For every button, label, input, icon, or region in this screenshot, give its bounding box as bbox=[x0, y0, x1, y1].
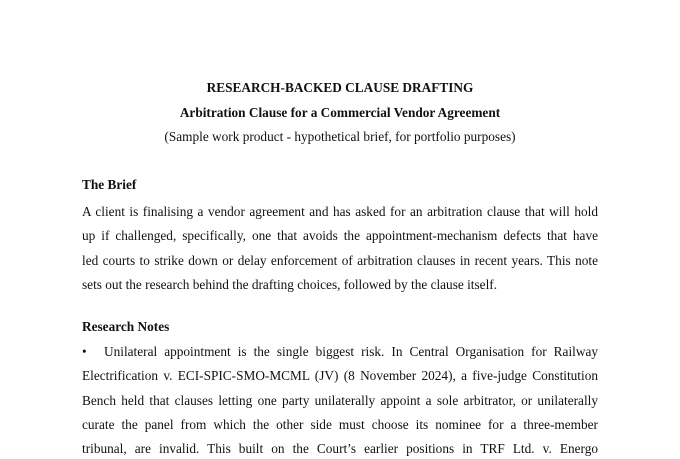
brief-line: led courts to strike down or delay enforcement of arbitration clauses in recent years. This note bbox=[82, 252, 598, 268]
brief-line: A client is finalising a vendor agreement and has asked for an arbitration clause that will hold bbox=[82, 204, 598, 219]
brief-line: up if challenged, specifically, one that avoids the appointment-mechanism defects that have bbox=[82, 228, 598, 244]
brief-heading: The Brief bbox=[82, 177, 137, 192]
document-note: (Sample work product - hypothetical brief, for portfolio purposes) bbox=[164, 129, 516, 144]
document-title: RESEARCH-BACKED CLAUSE DRAFTING bbox=[206, 80, 474, 95]
brief-line: sets out the research behind the drafting choices, followed by the clause itself. bbox=[82, 276, 498, 292]
research-line: curate the panel from which the other side must choose its nominee for a three-member bbox=[82, 416, 598, 432]
research-notes-paragraph bbox=[82, 340, 598, 459]
research-line: Electrification v. ECI-SPIC-SMO-MCML (JV) (8 November 2024), a five-judge Constitution bbox=[82, 368, 598, 384]
brief-paragraph bbox=[82, 200, 598, 297]
research-notes-first-line bbox=[82, 340, 598, 364]
research-notes-heading: Research Notes bbox=[82, 319, 170, 334]
research-line: Unilateral appointment is the single biggest risk. In Central Organisation for Railway bbox=[104, 344, 598, 359]
research-line: tribunal, are invalid. This built on the Court’s earlier positions in TRF Ltd. v. Energo bbox=[82, 441, 598, 457]
document-subtitle: Arbitration Clause for a Commercial Vendor Agreement bbox=[179, 105, 501, 120]
bullet-icon: • bbox=[82, 344, 87, 359]
research-line: Bench held that clauses letting one party unilaterally appoint a sole arbitrator, or unilaterally bbox=[82, 392, 598, 408]
